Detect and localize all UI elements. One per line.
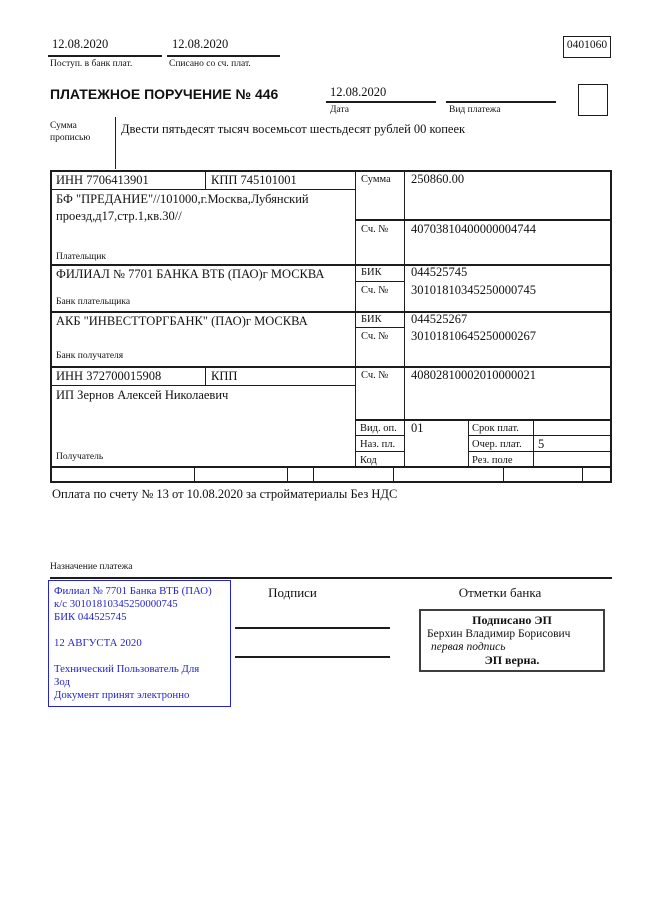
payer-inn-row-line (50, 189, 356, 190)
payee-bank-bik-label: БИК (361, 314, 382, 325)
payee-bank-name: АКБ "ИНВЕСТТОРГБАНК" (ПАО)г МОСКВА (56, 314, 308, 328)
payee-bank-bik-value: 044525267 (411, 312, 468, 326)
payee-account-label: Сч. № (361, 370, 389, 381)
payee-kpp-label: КПП (211, 369, 238, 383)
priority-label: Очер. плат. (472, 439, 522, 450)
payment-purpose-text: Оплата по счету № 13 от 10.08.2020 за стройматериалы Без НДС (52, 487, 398, 501)
payer-inn-kpp-divider (205, 170, 206, 189)
payer-bank-section-line (50, 311, 612, 313)
document-date: 12.08.2020 (330, 85, 387, 99)
stamp-line: к/с 30101810345250000745 (54, 598, 178, 610)
payer-section-line (50, 264, 612, 266)
form-code: 0401060 (566, 39, 608, 51)
mini-table-divider-2 (533, 419, 534, 466)
payee-inn-row-line (50, 385, 356, 386)
payer-bank-account-label: Сч. № (361, 285, 389, 296)
op-type-value: 01 (411, 421, 424, 435)
payer-account-label: Сч. № (361, 224, 389, 235)
amount-words-divider (115, 117, 116, 169)
payee-name: ИП Зернов Алексей Николаевич (56, 388, 229, 402)
stamp-line (54, 650, 225, 663)
purpose-code-label: Наз. пл. (360, 439, 396, 450)
label-value-divider (404, 170, 405, 466)
tax-row-divider-1 (194, 466, 195, 481)
code-label: Код (360, 455, 377, 466)
esign-verified-text: ЭП верна. (484, 653, 540, 667)
date-label: Дата (330, 105, 349, 115)
payee-bank-account-label: Сч. № (361, 331, 389, 342)
table-border-bottom (50, 466, 612, 468)
received-in-bank-date: 12.08.2020 (52, 37, 109, 51)
payer-bank-account-value: 30101810345250000745 (411, 283, 536, 297)
debited-label: Списано со сч. плат. (169, 59, 251, 69)
tax-row-divider-5 (503, 466, 504, 481)
date-underline (326, 101, 436, 103)
sum-value: 250860.00 (411, 172, 465, 186)
payer-bank-name: ФИЛИАЛ № 7701 БАНКА ВТБ (ПАО)г МОСКВА (56, 267, 325, 281)
esign-signer-name: Берхин Владимир Борисович (427, 628, 571, 640)
payee-inn: ИНН 372700015908 (56, 369, 162, 383)
payment-purpose-label: Назначение платежа (50, 562, 133, 572)
payer-bank-bik-value: 044525745 (411, 265, 468, 279)
stamp-line (54, 624, 225, 637)
table-border-right (610, 170, 612, 483)
stamp-line: Зод (54, 676, 70, 688)
tax-fields-row-bottom-line (50, 481, 612, 483)
pay-term-label: Срок плат. (472, 423, 519, 434)
priority-value: 5 (538, 437, 545, 451)
payee-inn-kpp-divider (205, 366, 206, 385)
payee-bank-bik-line (356, 327, 404, 328)
form-code-box (563, 36, 611, 58)
amount-words-label-line1: Сумма (50, 121, 77, 131)
reserve-field-label: Рез. поле (472, 455, 513, 466)
mini-table-top-line (356, 419, 612, 421)
payer-bank-section-label: Банк плательщика (56, 297, 131, 307)
amount-in-words: Двести пятьдесят тысяч восемьсот шестьдесят рублей 00 копеек (121, 122, 466, 136)
payment-type-box (578, 84, 608, 116)
stamp-line: Филиал № 7701 Банка ВТБ (ПАО) (54, 585, 212, 597)
payment-type-underline (446, 101, 556, 103)
tax-row-divider-3 (313, 466, 314, 481)
mini-table-row2-line-left (356, 451, 404, 452)
payer-name-line2: проезд,д17,стр.1,кв.30// (56, 209, 182, 223)
esign-bank-stamp (48, 580, 231, 707)
table-border-left (50, 170, 52, 483)
signatures-heading: Подписи (268, 585, 317, 600)
payer-account-value: 40703810400000004744 (411, 222, 536, 236)
debited-date-underline (167, 55, 280, 57)
table-border-top (50, 170, 612, 172)
received-date-underline (48, 55, 162, 57)
document-title: ПЛАТЕЖНОЕ ПОРУЧЕНИЕ № 446 (50, 86, 279, 102)
stamp-line: Документ принят электронно (54, 689, 190, 701)
debited-date: 12.08.2020 (172, 37, 229, 51)
tax-row-divider-4 (393, 466, 394, 481)
signed-esign-stamp (419, 609, 605, 672)
payer-bank-bik-label: БИК (361, 267, 382, 278)
payee-bank-account-value: 30101810645250000267 (411, 329, 536, 343)
payer-inn: ИНН 7706413901 (56, 173, 149, 187)
signature-line-1 (235, 627, 390, 629)
mini-table-row1-line-left (356, 435, 404, 436)
sum-row-line (356, 219, 612, 221)
signature-line-2 (235, 656, 390, 658)
tax-row-divider-2 (287, 466, 288, 481)
payment-type-label: Вид платежа (449, 105, 501, 115)
payee-bank-section-label: Банк получателя (56, 351, 124, 361)
stamp-line: 12 АВГУСТА 2020 (54, 637, 142, 649)
payee-account-value: 40802810002010000021 (411, 368, 536, 382)
stamp-line: Технический Пользователь Для (54, 663, 200, 675)
mini-table-row1-line-right (468, 435, 612, 436)
stamp-line: БИК 044525745 (54, 611, 127, 623)
esign-signature-type: первая подпись (431, 641, 506, 653)
payer-kpp: КПП 745101001 (211, 173, 297, 187)
bank-marks-heading: Отметки банка (458, 585, 542, 600)
received-in-bank-label: Поступ. в банк плат. (50, 59, 133, 69)
mini-table-divider-1 (468, 419, 469, 466)
payer-bank-bik-line (356, 281, 404, 282)
tax-row-divider-6 (582, 466, 583, 481)
amount-words-label-line2: прописью (50, 133, 91, 143)
sum-label: Сумма (361, 174, 391, 185)
table-main-divider (355, 170, 356, 466)
payer-section-label: Плательщик (56, 252, 107, 262)
payer-name-line1: БФ "ПРЕДАНИЕ"//101000,г.Москва,Лубянский (56, 192, 309, 206)
op-type-label: Вид. оп. (360, 423, 397, 434)
esign-stamp-title: Подписано ЭП (472, 613, 552, 627)
purpose-section-line (50, 577, 612, 579)
payee-section-label: Получатель (56, 452, 104, 462)
